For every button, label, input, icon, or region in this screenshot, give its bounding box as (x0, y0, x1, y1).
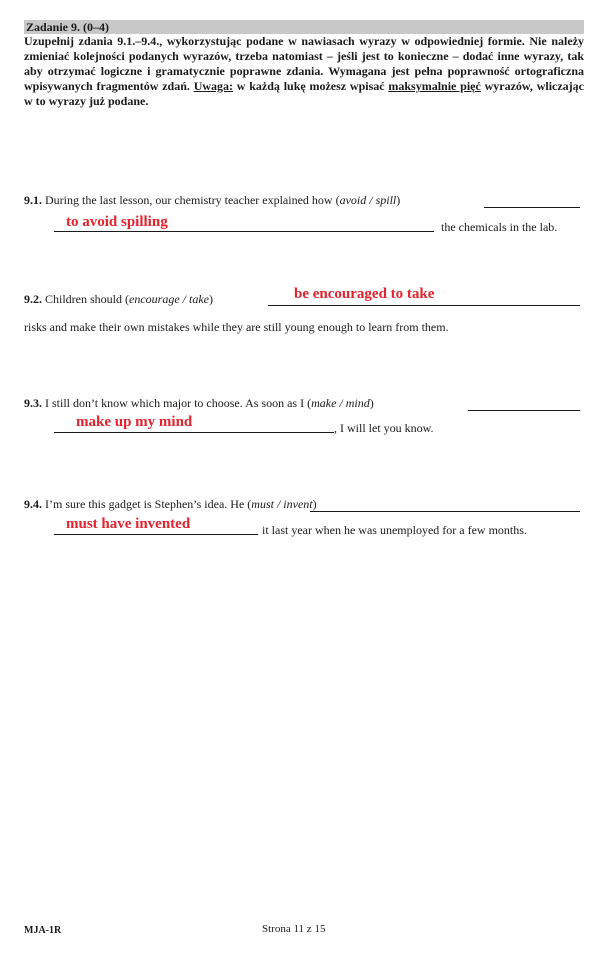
item-text-before: I’m sure this gadget is Stephen’s idea. He ( (45, 497, 252, 511)
item-text-after-hint: ) (208, 292, 213, 306)
item-9-2-blank[interactable] (268, 305, 580, 306)
item-hint: make / mind (311, 396, 370, 410)
item-9-1-blank-a[interactable] (484, 207, 580, 208)
item-hint: encourage / take (129, 292, 209, 306)
note-label: Uwaga: (193, 79, 234, 93)
item-9-4-blank-a[interactable] (310, 511, 580, 512)
item-text-before: During the last lesson, our chemistry teacher explained how ( (45, 193, 340, 207)
note-text-1: w każdą lukę możesz wpisać (233, 79, 389, 93)
item-9-1-text-end: the chemicals in the lab. (441, 220, 558, 234)
item-9-3-line-1 (24, 396, 374, 410)
item-9-2-answer[interactable]: be encouraged to take (294, 286, 435, 302)
instruction-text: Uzupełnij zdania 9.1.–9.4., wykorzystując podane w nawiasach wyrazy w odpowiedniej formie. Nie należy zmieniać kolejności podanych wyrazów, trzeba natomiast – jeśli jest to konieczne – dodać inne wyrazy, tak aby otrzymać logiczne i gramatycznie poprawne zdania. Wymagana jest pełna poprawność ortograficzna wpisywanych fragmentów zdań. (24, 34, 584, 93)
item-9-4-answer[interactable]: must have invented (66, 516, 191, 532)
item-9-2-text-end: risks and make their own mistakes while they are still young enough to learn from them. (24, 320, 449, 334)
item-9-3-text-end: , I will let you know. (334, 421, 434, 435)
footer-page-number: Strona 11 z 15 (262, 923, 326, 935)
item-9-4-blank-b[interactable] (54, 534, 258, 535)
item-text-after-hint: ) (396, 193, 401, 207)
item-9-2-line-1 (24, 292, 213, 306)
item-9-4-line-1 (24, 497, 317, 511)
item-9-1-line-1 (24, 193, 400, 207)
item-9-3-blank-a[interactable] (468, 410, 580, 411)
item-number: 9.1. (24, 193, 42, 207)
note-emphasis: maksymalnie pięć (388, 79, 481, 93)
item-number: 9.3. (24, 396, 42, 410)
item-number: 9.2. (24, 292, 42, 306)
footer-exam-code: MJA-1R (24, 925, 62, 936)
item-9-3-blank-b[interactable] (54, 432, 334, 433)
item-text-before: Children should ( (45, 292, 129, 306)
item-hint: must / invent (251, 497, 313, 511)
item-text-after-hint: ) (369, 396, 374, 410)
item-text-before: I still don’t know which major to choose. As soon as I ( (45, 396, 312, 410)
item-9-1-blank-b[interactable] (54, 231, 434, 232)
item-hint: avoid / spill (339, 193, 397, 207)
item-9-4-text-end: it last year when he was unemployed for a few months. (262, 523, 527, 537)
item-text-after-hint: ) (312, 497, 317, 511)
task-instruction (24, 34, 584, 109)
item-number: 9.4. (24, 497, 42, 511)
item-9-1-answer[interactable]: to avoid spilling (66, 214, 168, 230)
note-text-2: wyrazów, wliczając w to wyrazy już podane. (24, 79, 585, 108)
task-header: Zadanie 9. (0–4) (24, 20, 584, 34)
item-9-3-answer[interactable]: make up my mind (76, 414, 193, 430)
